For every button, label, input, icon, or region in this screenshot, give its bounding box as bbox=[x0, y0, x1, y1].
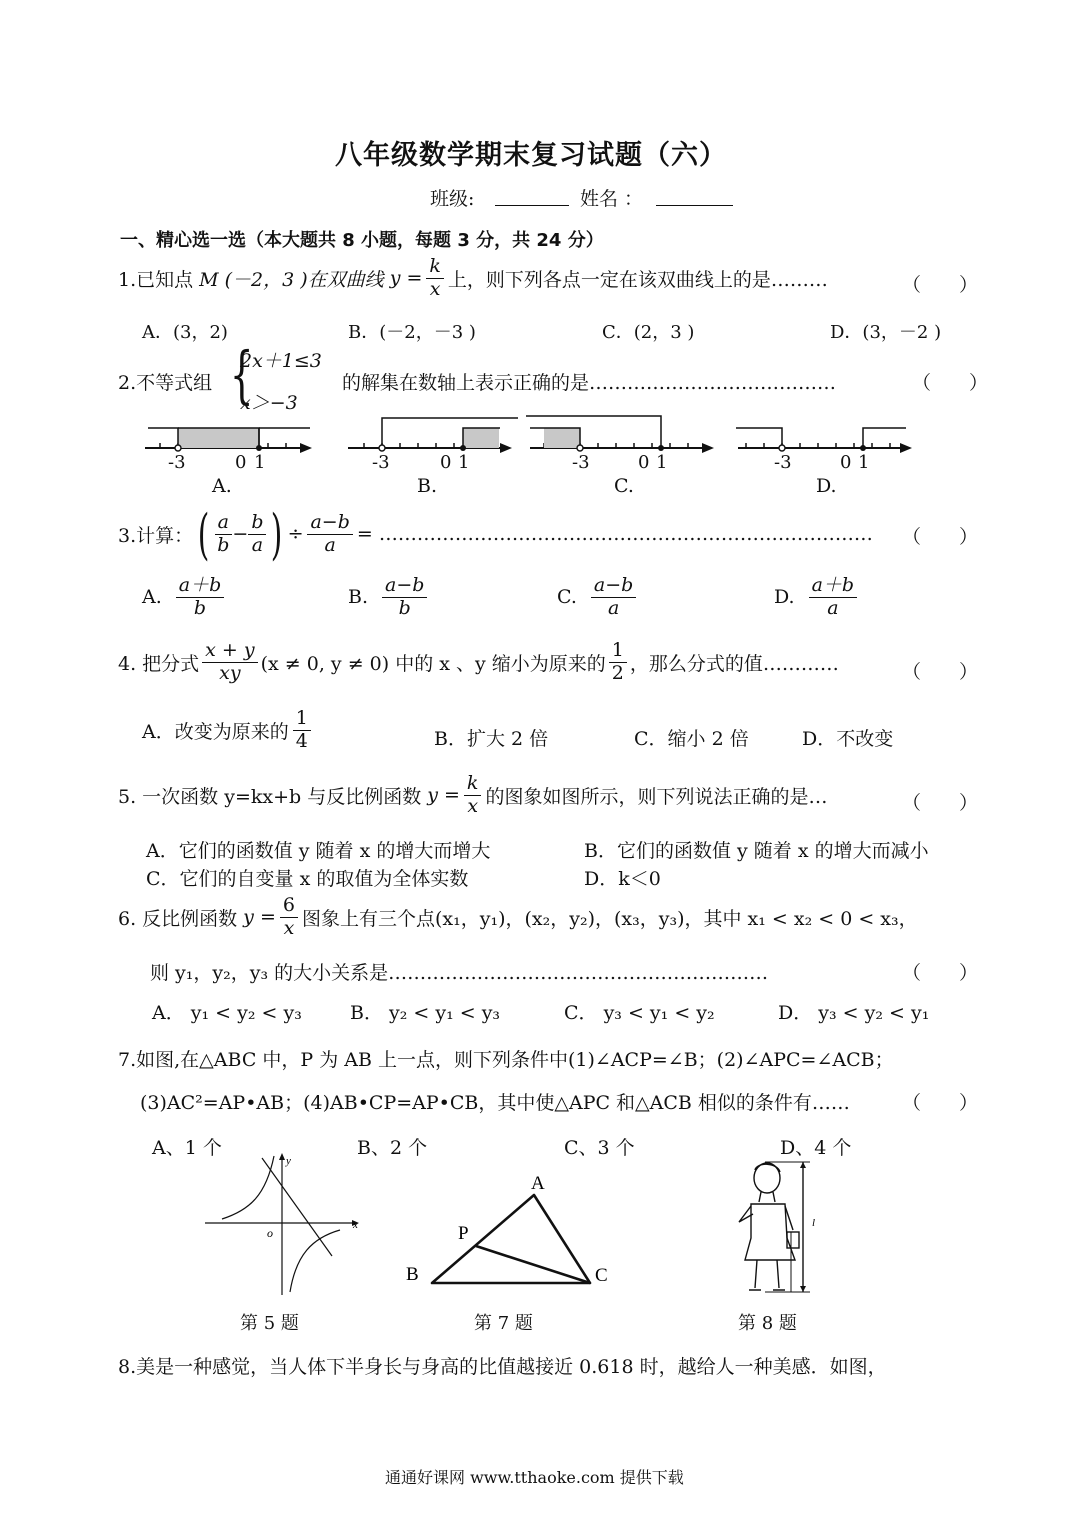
number-line-a bbox=[145, 428, 312, 453]
tick-label: 1 bbox=[254, 452, 266, 473]
question-1: 1.已知点 M (－2，3 )在双曲线 y = $\frac{k}{x}$ 上，则下列各点一定在该双曲线上的是……… bbox=[118, 255, 828, 300]
tick-label: 0 bbox=[840, 452, 852, 473]
tick-label: 0 bbox=[235, 452, 247, 473]
q2-number-lines bbox=[130, 410, 930, 472]
question-5: 5. 一次函数 y=kx+b 与反比例函数 y = $\frac{k}{x}$ 的图象如图所示，则下列说法正确的是… bbox=[118, 772, 828, 817]
q7-option-c[interactable]: C、3 个 bbox=[564, 1137, 635, 1159]
q1-option-d[interactable]: D．(3，－2 ) bbox=[830, 322, 942, 343]
brace: { bbox=[229, 338, 254, 411]
q2-option-d[interactable]: D. bbox=[816, 475, 837, 497]
q1-answer-paren[interactable]: （ ） bbox=[902, 274, 979, 296]
q4-option-c[interactable]: C．缩小 2 倍 bbox=[634, 728, 749, 750]
q2-option-b[interactable]: B. bbox=[417, 475, 438, 497]
fig5-y-label: y bbox=[286, 1155, 291, 1167]
q1-option-c[interactable]: C．(2，3 ) bbox=[602, 322, 695, 343]
q7-option-b[interactable]: B、2 个 bbox=[357, 1137, 428, 1159]
q3-option-c[interactable]: C. $\frac{a-b}{a}$ bbox=[557, 575, 636, 620]
q2-inequality-2: x＞−3 bbox=[240, 392, 298, 414]
fig7-label-a: A bbox=[531, 1173, 545, 1194]
figure-8-person bbox=[725, 1160, 825, 1300]
q8-line-1: 8.美是一种感觉，当人体下半身长与身高的比值越接近 0.618 时，越给人一种美感．如图， bbox=[118, 1356, 887, 1378]
fig8-l-label: l bbox=[812, 1217, 816, 1229]
class-blank[interactable] bbox=[495, 205, 569, 206]
q6-answer-paren[interactable]: （ ） bbox=[902, 962, 979, 984]
fig5-origin-label: o bbox=[267, 1226, 273, 1240]
tick-label: -3 bbox=[572, 452, 590, 473]
q4-answer-paren[interactable]: （ ） bbox=[902, 661, 979, 683]
figure-8-caption: 第 8 题 bbox=[738, 1313, 797, 1334]
q2-suffix: 的解集在数轴上表示正确的是………………………………… bbox=[342, 372, 837, 394]
q5-option-c[interactable]: C．它们的自变量 x 的取值为全体实数 bbox=[146, 868, 469, 890]
fig7-label-p: P bbox=[458, 1223, 469, 1244]
q7-line-1: 7.如图,在△ABC 中，P 为 AB 上一点，则下列条件中(1)∠ACP=∠B；(2)∠APC=∠ACB； bbox=[118, 1049, 894, 1071]
question-6: 6. 反比例函数 y = $\frac{6}{x}$ 图象上有三个点(x₁，y₁)，(x₂，y₂)，(x₃，y₃)，其中 x₁ < x₂ < 0 < x₃， bbox=[118, 894, 918, 939]
number-line-d bbox=[736, 428, 912, 453]
question-3: 3.计算： ( $\frac{a}{b}$ − $\frac{b}{a}$ ) ÷ $\frac{a-b}{a}$ = …………………………………………………………………… bbox=[118, 502, 873, 566]
figure-5-graph bbox=[200, 1150, 370, 1300]
q1-option-a[interactable]: A．(3，2) bbox=[142, 322, 228, 343]
q5-option-b[interactable]: B．它们的函数值 y 随着 x 的增大而减小 bbox=[584, 840, 929, 862]
question-4: 4. 把分式 $\frac{x + y}{xy}$ (x ≠ 0, y ≠ 0) 中的 x 、y 缩小为原来的 $\frac{1}{2}$ ，那么分式的值………… bbox=[118, 639, 839, 684]
q6-option-d[interactable]: D． y₃ < y₂ < y₁ bbox=[778, 1002, 930, 1024]
tick-label: 1 bbox=[656, 452, 668, 473]
q5-answer-paren[interactable]: （ ） bbox=[902, 792, 979, 814]
fig7-label-c: C bbox=[595, 1265, 608, 1286]
section-heading: 一、精心选一选（本大题共 8 小题，每题 3 分，共 24 分） bbox=[120, 230, 604, 251]
q6-line-2: 则 y₁，y₂，y₃ 的大小关系是…………………………………………………… bbox=[150, 962, 769, 984]
number-line-b bbox=[348, 418, 518, 453]
page-title: 八年级数学期末复习试题（六） bbox=[335, 140, 727, 171]
number-line-c bbox=[526, 416, 714, 453]
q3-option-d[interactable]: D. $\frac{a+b}{a}$ bbox=[774, 575, 857, 620]
tick-label: 0 bbox=[440, 452, 452, 473]
q2-option-a[interactable]: A. bbox=[212, 475, 232, 497]
q5-option-d[interactable]: D．k＜0 bbox=[584, 868, 661, 890]
figure-7-triangle bbox=[400, 1165, 620, 1290]
q5-option-a[interactable]: A．它们的函数值 y 随着 x 的增大而增大 bbox=[146, 840, 491, 862]
tick-label: 0 bbox=[638, 452, 650, 473]
class-label: 班级: bbox=[430, 188, 475, 210]
q7-line-2: (3)AC²=AP•AB；(4)AB•CP=AP•CB，其中使△APC 和△ACB 相似的条件有…… bbox=[140, 1092, 850, 1114]
name-blank[interactable] bbox=[656, 205, 733, 206]
q7-option-a[interactable]: A、1 个 bbox=[152, 1137, 222, 1159]
q2-inequality-1: 2x＋1≤3 bbox=[240, 350, 322, 372]
q4-option-d[interactable]: D．不改变 bbox=[802, 728, 894, 750]
q2-prefix: 2.不等式组 bbox=[118, 372, 213, 394]
q7-option-d[interactable]: D、4 个 bbox=[780, 1137, 852, 1159]
q6-option-b[interactable]: B． y₂ < y₁ < y₃ bbox=[350, 1002, 501, 1024]
tick-label: -3 bbox=[168, 452, 186, 473]
q3-option-b[interactable]: B. $\frac{a-b}{b}$ bbox=[348, 575, 427, 620]
q6-option-c[interactable]: C． y₃ < y₁ < y₂ bbox=[564, 1002, 715, 1024]
fig5-x-label: x bbox=[353, 1219, 358, 1231]
q4-option-b[interactable]: B．扩大 2 倍 bbox=[434, 728, 549, 750]
q4-option-a[interactable]: A．改变为原来的 $\frac{1}{4}$ bbox=[142, 708, 311, 753]
q2-answer-paren[interactable]: （ ） bbox=[912, 372, 989, 394]
figure-7-caption: 第 7 题 bbox=[474, 1313, 533, 1334]
q2-option-c[interactable]: C. bbox=[614, 475, 634, 497]
q7-answer-paren[interactable]: （ ） bbox=[902, 1092, 979, 1114]
q3-answer-paren[interactable]: （ ） bbox=[902, 526, 979, 548]
q6-option-a[interactable]: A． y₁ < y₂ < y₃ bbox=[152, 1002, 302, 1024]
tick-label: 1 bbox=[858, 452, 870, 473]
footer: 通通好课网 www.tthaoke.com 提供下载 bbox=[385, 1468, 684, 1487]
tick-label: -3 bbox=[774, 452, 792, 473]
fig7-label-b: B bbox=[406, 1264, 419, 1285]
q3-option-a[interactable]: A. $\frac{a+b}{b}$ bbox=[142, 575, 224, 620]
figure-5-caption: 第 5 题 bbox=[240, 1313, 299, 1334]
tick-label: -3 bbox=[372, 452, 390, 473]
q1-option-b[interactable]: B．(－2，－3 ) bbox=[348, 322, 476, 343]
name-label: 姓名 ： bbox=[580, 188, 644, 210]
tick-label: 1 bbox=[458, 452, 470, 473]
